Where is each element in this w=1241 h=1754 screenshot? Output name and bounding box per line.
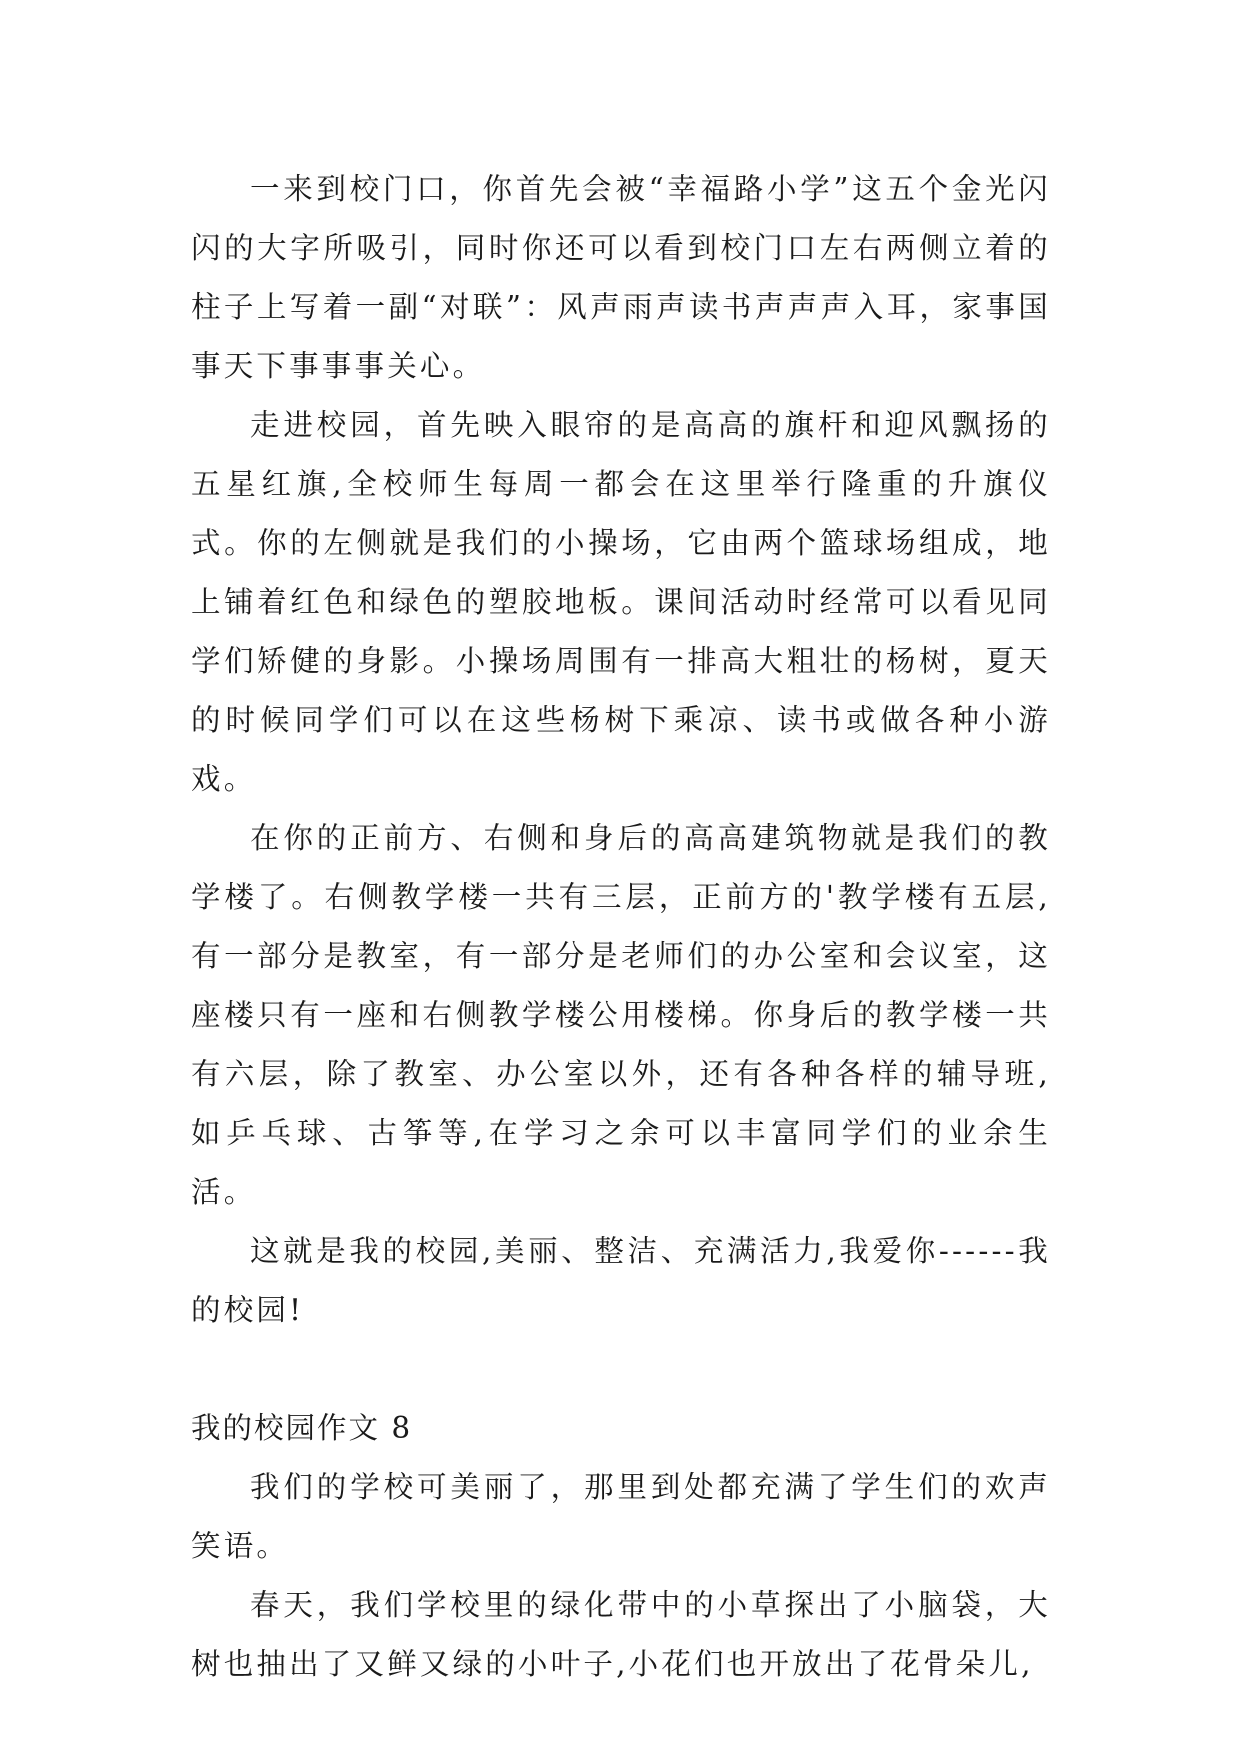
paragraph-flagpole-playground: 走进校园，首先映入眼帘的是高高的旗杆和迎风飘扬的五星红旗,全校师生每周一都会在这里举行隆重的升旗仪式。你的左侧就是我们的小操场，它由两个篮球场组成，地上铺着红色和绿色的塑胶地板。课间活动时经常可以看见同学们矫健的身影。小操场周围有一排高大粗壮的杨树，夏天的时候同学们可以在这些杨树下乘凉、读书或做各种小游戏。 <box>191 408 1051 796</box>
paragraph-school-gate: 一来到校门口，你首先会被“幸福路小学”这五个金光闪闪的大字所吸引，同时你还可以看到校门口左右两侧立着的柱子上写着一副“对联”：风声雨声读书声声声入耳，家事国事天下事事事关心。 <box>191 172 1051 383</box>
paragraph-conclusion: 这就是我的校园,美丽、整洁、充满活力,我爱你------我的校园! <box>191 1234 1051 1327</box>
paragraph-intro: 我们的学校可美丽了，那里到处都充满了学生们的欢声笑语。 <box>191 1470 1051 1563</box>
document-body <box>191 160 1051 1694</box>
paragraph-spring: 春天，我们学校里的绿化带中的小草探出了小脑袋，大树也抽出了又鲜又绿的小叶子,小花们也开放出了花骨朵儿, <box>191 1588 1051 1681</box>
paragraph-teaching-buildings: 在你的正前方、右侧和身后的高高建筑物就是我们的教学楼了。右侧教学楼一共有三层，正前方的'教学楼有五层,有一部分是教室，有一部分是老师们的办公室和会议室，这座楼只有一座和右侧教学楼公用楼梯。你身后的教学楼一共有六层，除了教室、办公室以外，还有各种各样的辅导班,如乒乓球、古筝等,在学习之余可以丰富同学们的业余生活。 <box>191 821 1051 1209</box>
section-title: 我的校园作文 8 <box>191 1411 413 1445</box>
